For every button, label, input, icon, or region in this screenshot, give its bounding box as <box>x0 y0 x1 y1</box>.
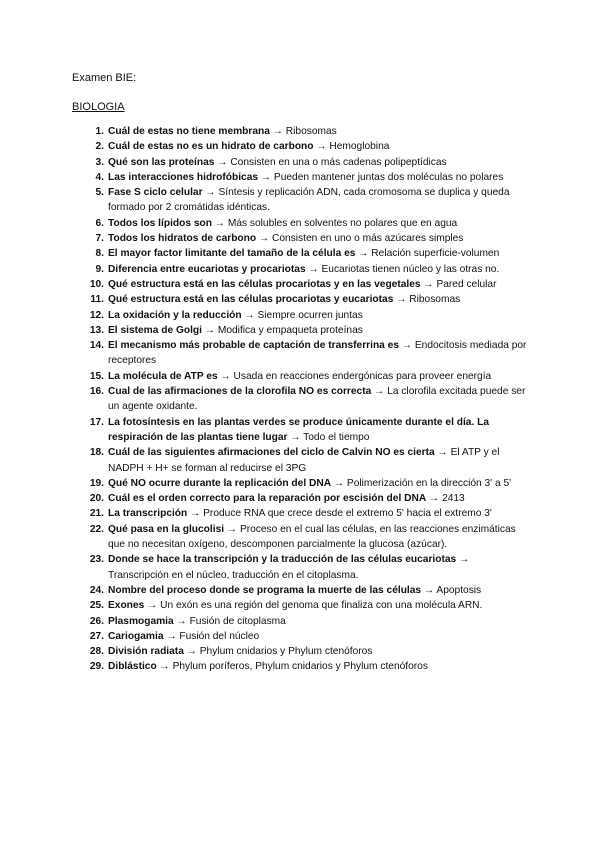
arrow-icon: → <box>214 217 225 229</box>
question-text: Fase S ciclo celular <box>108 187 203 199</box>
question-text: Todos los hidratos de carbono <box>108 233 257 245</box>
item-number: 14. <box>89 340 104 352</box>
answer-text: Ribosomas <box>409 294 461 306</box>
item-number: 11. <box>90 294 104 306</box>
arrow-icon: → <box>308 263 319 275</box>
list-item <box>72 629 532 644</box>
list-item <box>72 644 532 659</box>
question-text: Plasmogamia <box>108 615 174 627</box>
item-body <box>108 124 532 139</box>
item-number: 18. <box>89 447 104 459</box>
question-text: Donde se hace la transcripción y la traducción de las células eucariotas <box>108 554 457 566</box>
item-number: 25. <box>89 600 104 612</box>
answer-text: Pared celular <box>436 278 497 290</box>
item-body <box>108 598 532 613</box>
arrow-icon: → <box>186 646 197 658</box>
item-body <box>108 139 532 154</box>
arrow-icon: → <box>401 340 413 352</box>
answer-text: La clorofila excitada puede ser un agente oxidante. <box>108 386 526 413</box>
question-text: La oxidación y la reducción <box>108 309 242 321</box>
item-body <box>108 552 532 583</box>
list-item <box>72 522 532 553</box>
answer-text: Consisten en una o más cadenas polipeptídicas <box>230 156 447 168</box>
list-item <box>72 369 532 384</box>
list-item <box>72 155 532 170</box>
answer-text: El ATP y el NADPH + H+ se forman al reducirse el 3PG <box>108 447 500 474</box>
item-body <box>108 445 532 476</box>
answer-text: Todo el tiempo <box>303 431 370 443</box>
list-item <box>72 323 532 338</box>
item-body <box>108 522 532 553</box>
question-text: Qué pasa en la glucolisi <box>108 523 225 535</box>
arrow-icon: → <box>220 370 231 382</box>
list-item <box>72 552 532 583</box>
item-body <box>108 659 532 674</box>
item-body <box>108 292 532 307</box>
list-item <box>72 506 532 521</box>
item-body <box>108 323 532 338</box>
arrow-icon: → <box>396 294 407 306</box>
answer-text: Fusión de citoplasma <box>189 615 286 627</box>
answer-text: Eucariotas tienen núcleo y las otras no. <box>321 263 500 275</box>
answer-text: Pueden mantener juntas dos moléculas no polares <box>273 171 504 183</box>
item-body <box>108 629 532 644</box>
arrow-icon: → <box>260 171 272 183</box>
item-number: 2. <box>95 141 104 153</box>
answer-text: Modifica y empaqueta proteínas <box>217 324 363 336</box>
item-body <box>108 614 532 629</box>
answer-text: Polimerización en la dirección 3' a 5' <box>346 477 512 489</box>
arrow-icon: → <box>437 447 448 459</box>
list-item <box>72 338 532 369</box>
question-text: Qué NO ocurre durante la replicación del DNA <box>108 477 332 489</box>
item-body <box>108 262 532 277</box>
question-text: Cuál es el orden correcto para la reparación por escisión del DNA <box>108 493 427 505</box>
item-number: 20. <box>89 493 104 505</box>
answer-text: Proceso en el cual las células, en las reacciones enzimáticas que no necesitan oxígeno, descomponen parcialmente la glucosa (azúcar). <box>108 523 516 551</box>
question-text: Cariogamia <box>108 630 164 642</box>
item-number: 15. <box>89 370 104 382</box>
question-text: Cual de las afirmaciones de la clorofila NO es correcta <box>108 386 372 398</box>
arrow-icon: → <box>429 493 440 505</box>
item-number: 3. <box>95 156 104 168</box>
arrow-icon: → <box>147 600 158 612</box>
list-item <box>72 598 532 613</box>
question-list <box>72 124 532 675</box>
arrow-icon: → <box>244 309 255 321</box>
item-body <box>108 491 532 506</box>
question-text: División radiata <box>108 646 184 658</box>
item-number: 12. <box>89 309 104 321</box>
list-item <box>72 614 532 629</box>
question-text: La molécula de ATP es <box>108 370 218 382</box>
question-text: Qué estructura está en las células procariotas y eucariotas <box>108 294 394 306</box>
item-number: 8. <box>95 248 104 260</box>
arrow-icon: → <box>374 386 385 398</box>
answer-text: Produce RNA que crece desde el extremo 5' hacia el extremo 3' <box>203 508 492 520</box>
item-number: 5. <box>95 187 104 199</box>
question-text: Diferencia entre eucariotas y procariotas <box>108 263 306 275</box>
list-item <box>72 476 532 491</box>
arrow-icon: → <box>258 233 270 245</box>
list-item <box>72 262 532 277</box>
item-number: 10. <box>89 278 104 290</box>
arrow-icon: → <box>423 584 435 596</box>
arrow-icon: → <box>290 431 301 443</box>
question-text: Nombre del proceso donde se programa la muerte de las células <box>108 584 422 596</box>
item-body <box>108 415 532 446</box>
item-number: 17. <box>89 416 104 428</box>
question-text: Diblástico <box>108 661 157 673</box>
arrow-icon: → <box>459 554 470 566</box>
list-item <box>72 246 532 261</box>
question-text: Las interacciones hidrofóbicas <box>108 171 259 183</box>
answer-text: Más solubles en solventes no polares que en agua <box>227 217 458 229</box>
answer-text: Apoptosis <box>436 584 482 596</box>
list-item <box>72 491 532 506</box>
item-number: 24. <box>89 584 104 596</box>
list-item <box>72 139 532 154</box>
item-body <box>108 155 532 170</box>
item-number: 29. <box>89 661 104 673</box>
list-item <box>72 415 532 446</box>
item-number: 4. <box>95 171 104 183</box>
question-text: Qué son las proteínas <box>108 156 215 168</box>
item-body <box>108 476 532 491</box>
exam-title: Examen BIE: <box>72 72 137 84</box>
item-number: 26. <box>89 615 104 627</box>
list-item <box>72 445 532 476</box>
list-item <box>72 216 532 231</box>
answer-text: Endocitosis mediada por receptores <box>108 340 527 367</box>
item-body <box>108 308 532 323</box>
item-number: 13. <box>89 324 104 336</box>
answer-text: Phylum cnidarios y Phylum ctenóforos <box>199 646 373 658</box>
item-body <box>108 583 532 598</box>
list-item <box>72 292 532 307</box>
arrow-icon: → <box>316 141 327 153</box>
section-title: BIOLOGIA <box>72 101 125 113</box>
item-number: 9. <box>95 263 104 275</box>
item-number: 6. <box>95 217 104 229</box>
item-number: 21. <box>89 508 104 520</box>
item-number: 28. <box>89 646 104 658</box>
item-number: 22. <box>89 523 104 535</box>
list-item <box>72 277 532 292</box>
question-text: La fotosíntesis en las plantas verdes se produce únicamente durante el día. La respiración de las plantas tiene lugar <box>108 416 490 443</box>
list-item <box>72 185 532 216</box>
question-text: Cuál de estas no tiene membrana <box>108 126 270 137</box>
question-text: Cuál de estas no es un hidrato de carbono <box>108 141 314 153</box>
arrow-icon: → <box>423 278 434 290</box>
question-text: El mecanismo más probable de captación de transferrina es <box>108 340 400 352</box>
question-text: Exones <box>108 600 145 612</box>
item-body <box>108 185 532 216</box>
answer-text: Siempre ocurren juntas <box>257 309 363 321</box>
arrow-icon: → <box>226 523 238 535</box>
answer-text: Relación superficie-volumen <box>371 248 500 260</box>
item-body <box>108 644 532 659</box>
answer-text: Transcripción en el núcleo, traducción en el citoplasma. <box>108 569 359 581</box>
arrow-icon: → <box>358 248 369 260</box>
arrow-icon: → <box>217 156 228 168</box>
item-number: 27. <box>89 630 104 642</box>
item-number: 16. <box>89 386 104 398</box>
list-item <box>72 170 532 185</box>
answer-text: Phylum poríferos, Phylum cnidarios y Phylum ctenóforos <box>172 661 428 673</box>
item-number: 1. <box>95 126 104 137</box>
answer-text: 2413 <box>442 493 465 505</box>
answer-text: Consisten en uno o más azúcares simples <box>271 233 464 245</box>
arrow-icon: → <box>159 661 170 673</box>
item-number: 19. <box>89 477 104 489</box>
item-body <box>108 246 532 261</box>
item-body <box>108 506 532 521</box>
list-item <box>72 583 532 598</box>
list-item <box>72 659 532 674</box>
question-text: Todos los lípidos son <box>108 217 212 229</box>
list-item <box>72 308 532 323</box>
question-text: Qué estructura está en las células procariotas y en las vegetales <box>108 278 421 290</box>
arrow-icon: → <box>166 630 177 642</box>
list-item <box>72 384 532 415</box>
item-body <box>108 231 532 246</box>
question-text: El mayor factor limitante del tamaño de la célula es <box>108 248 356 260</box>
list-item <box>72 124 532 139</box>
question-text: La transcripción <box>108 508 188 520</box>
answer-text: Hemoglobina <box>329 141 390 153</box>
answer-text: Fusión del núcleo <box>179 630 260 642</box>
item-body <box>108 338 532 369</box>
item-body <box>108 384 532 415</box>
question-text: El sistema de Golgi <box>108 324 202 336</box>
arrow-icon: → <box>205 187 216 199</box>
answer-text: Usada en reacciones endergónicas para proveer energía <box>233 370 492 382</box>
answer-text: Un exón es una región del genoma que finaliza con una molécula ARN. <box>160 600 483 612</box>
item-body <box>108 216 532 231</box>
arrow-icon: → <box>333 477 345 489</box>
item-body <box>108 369 532 384</box>
answer-text: Síntesis y replicación ADN, cada cromosoma se duplica y queda formado por 2 cromátidas idénticas. <box>108 187 510 214</box>
item-number: 23. <box>89 554 104 566</box>
arrow-icon: → <box>190 508 201 520</box>
item-body <box>108 170 532 185</box>
item-body <box>108 277 532 292</box>
arrow-icon: → <box>204 324 216 336</box>
arrow-icon: → <box>176 615 187 627</box>
list-item <box>72 231 532 246</box>
item-number: 7. <box>95 233 104 245</box>
question-text: Cuál de las siguientes afirmaciones del ciclo de Calvin NO es cierta <box>108 447 435 459</box>
answer-text: Ribosomas <box>285 126 337 137</box>
arrow-icon: → <box>272 126 283 137</box>
